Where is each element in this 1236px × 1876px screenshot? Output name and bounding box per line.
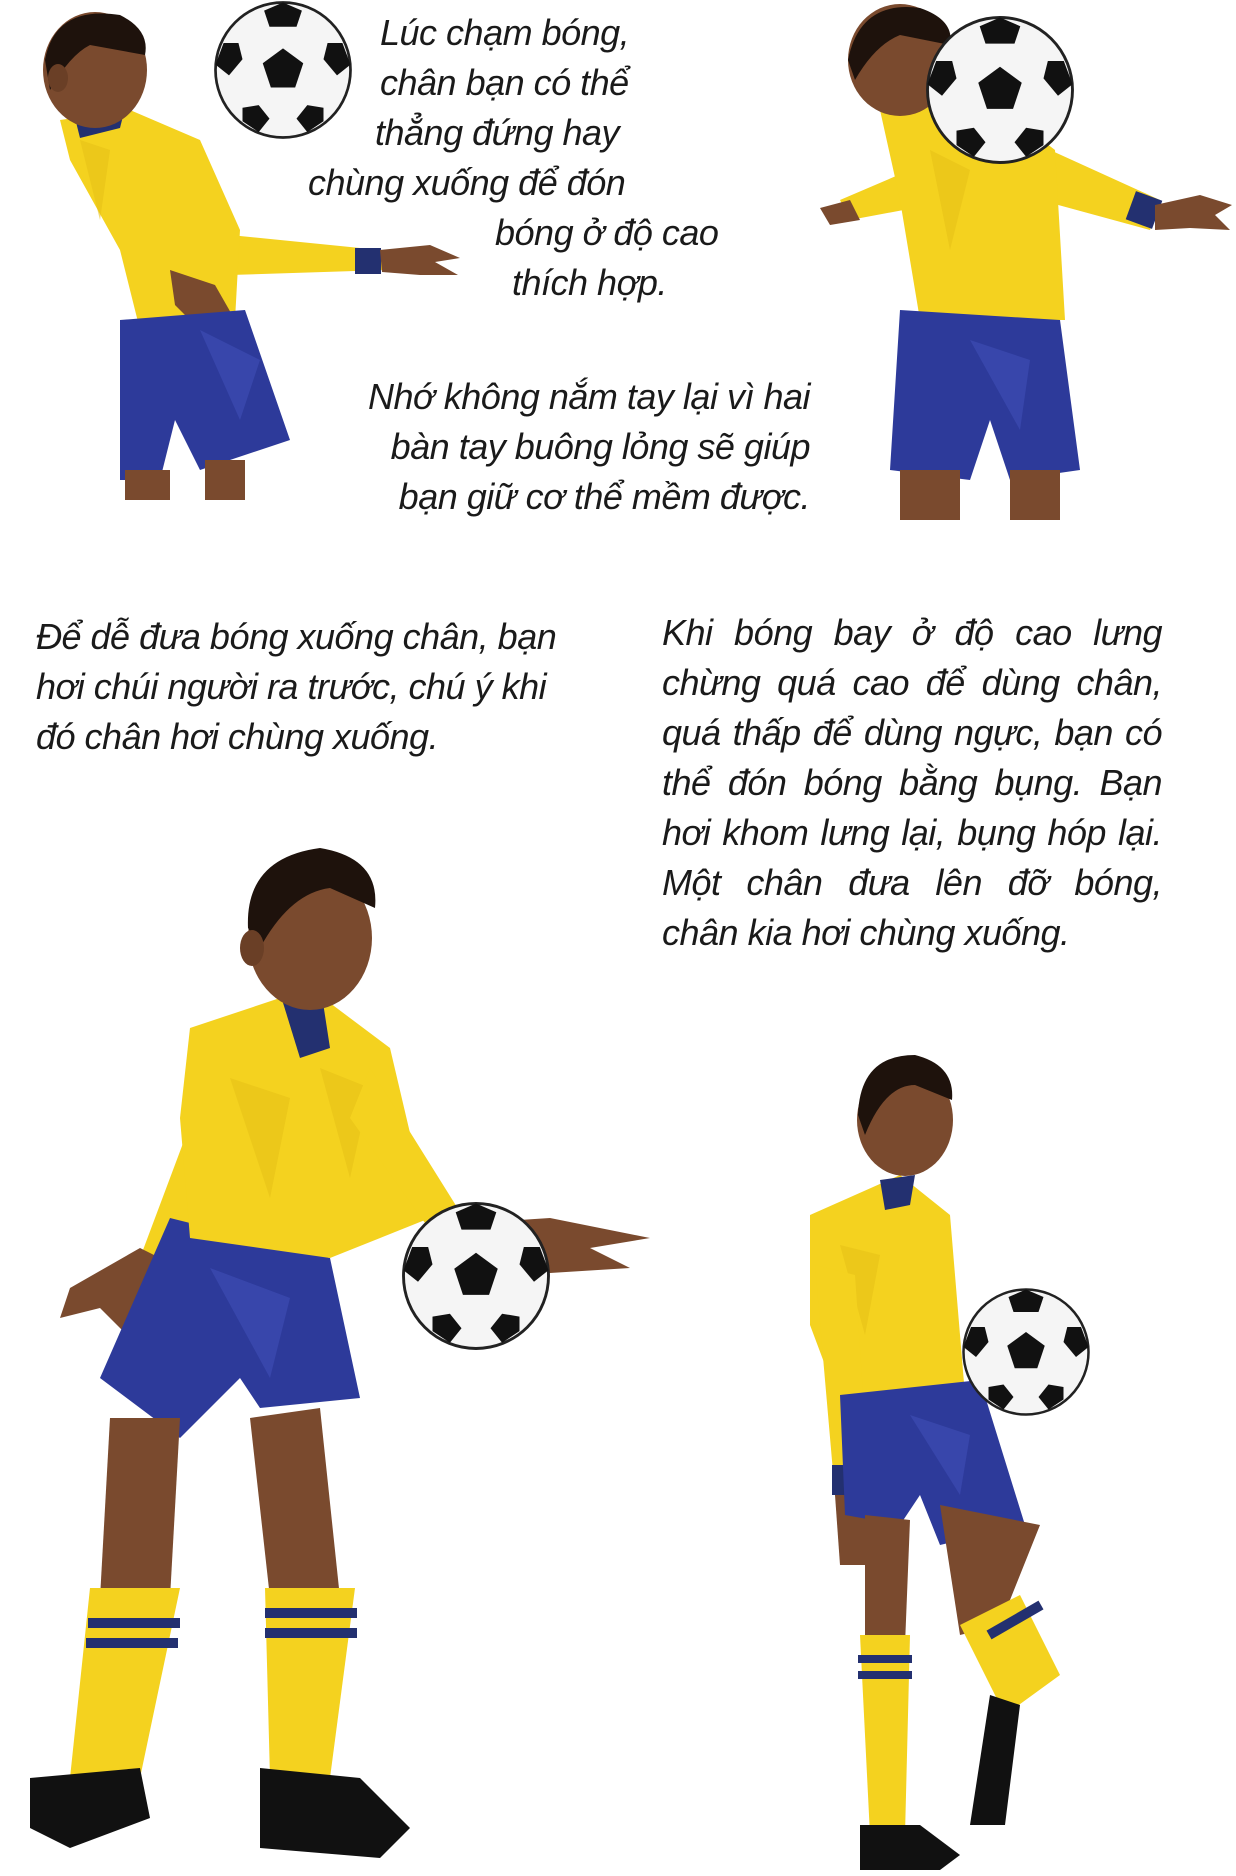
soccer-ball-icon — [216, 2, 351, 137]
photo-boy-drop-to-foot — [30, 818, 680, 1868]
caption-line: Khi bóng bay ở độ cao lưng — [662, 612, 1162, 653]
photo-boy-belly-trap — [790, 1025, 1090, 1870]
caption-line: chừng quá cao để dùng chân, — [662, 662, 1162, 703]
caption-line: Một chân đưa lên đỡ bóng, — [662, 862, 1162, 903]
soccer-ball-icon — [404, 1204, 549, 1349]
caption-line: chân kia hơi chùng xuống. — [662, 912, 1070, 953]
caption-line: quá thấp để dùng ngực, bạn có — [662, 712, 1162, 753]
caption-line: Để dễ đưa bóng xuống chân, bạn — [36, 616, 557, 657]
soccer-ball-icon — [964, 1290, 1089, 1415]
caption-line: thích hợp. — [512, 262, 667, 303]
caption-line: chùng xuống để đón — [308, 162, 626, 203]
caption-line: bóng ở độ cao — [495, 212, 719, 253]
caption-line: chân bạn có thể — [380, 62, 629, 103]
caption-belly-trap — [662, 608, 1162, 958]
caption-line: hơi khom lưng lại, bụng hóp lại. — [662, 812, 1162, 853]
caption-line: đó chân hơi chùng xuống. — [36, 716, 439, 757]
caption-line: hơi chúi người ra trước, chú ý khi — [36, 666, 547, 707]
photo-boy-chest-trap-right — [820, 0, 1236, 520]
caption-line: Nhớ không nắm tay lại vì hai — [368, 376, 810, 417]
caption-line: Lúc chạm bóng, — [380, 12, 630, 53]
caption-line: bạn giữ cơ thể mềm được. — [398, 476, 810, 517]
caption-line: thể đón bóng bằng bụng. Bạn — [662, 762, 1162, 803]
soccer-ball-icon — [928, 17, 1073, 162]
caption-line: bàn tay buông lỏng sẽ giúp — [390, 426, 810, 467]
caption-line: thẳng đứng hay — [375, 112, 620, 153]
photo-boy-chest-trap-left — [0, 0, 470, 500]
caption-lean-forward — [36, 612, 606, 762]
